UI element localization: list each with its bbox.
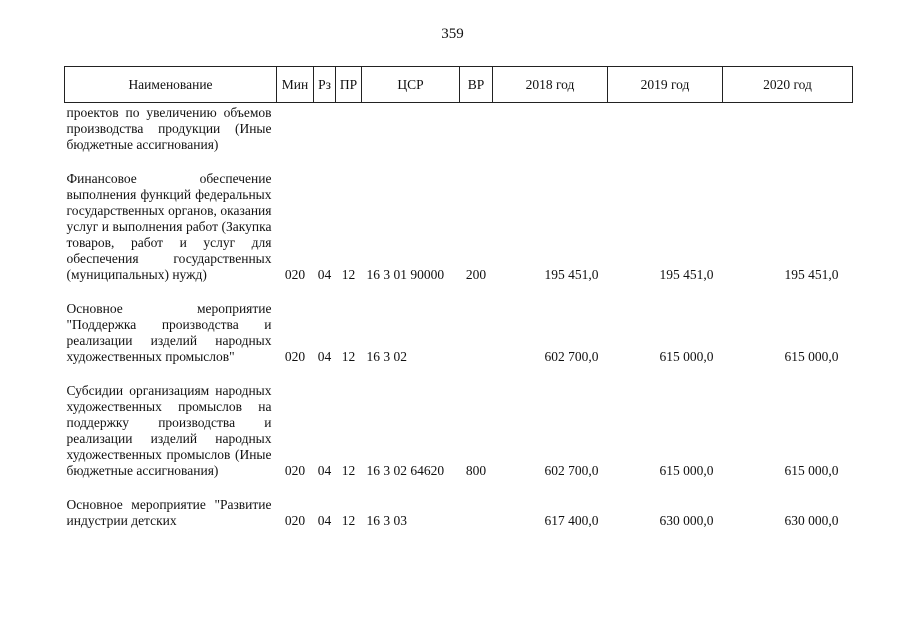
row-csr: 16 3 01 90000 [366, 267, 445, 282]
row-name: Основное мероприятие "Развитие индустрии детских [66, 497, 272, 528]
row-name: Основное мероприятие "Поддержка производства и реализации изделий народных художественных промыслов" [66, 301, 272, 364]
row-2018 [493, 103, 608, 154]
table-row [65, 497, 853, 529]
row-csr [362, 103, 460, 154]
row-min [277, 103, 314, 154]
row-rz: 04 [317, 267, 332, 282]
header-2019: 2019 год [608, 67, 723, 103]
row-2019: 630 000,0 [659, 513, 714, 528]
row-2020: 615 000,0 [784, 463, 839, 478]
row-min: 020 [284, 463, 306, 478]
budget-table [64, 66, 853, 529]
row-pr: 12 [341, 463, 356, 478]
header-2020: 2020 год [723, 67, 853, 103]
page-number: 359 [441, 26, 464, 42]
row-2018: 195 451,0 [544, 267, 599, 282]
table-header [65, 67, 853, 103]
header-pr: ПР [336, 67, 362, 103]
row-csr: 16 3 02 64620 [366, 463, 445, 478]
header-2018: 2018 год [493, 67, 608, 103]
row-2020: 615 000,0 [784, 349, 839, 364]
row-2020 [723, 103, 853, 154]
header-vr: ВР [460, 67, 493, 103]
row-pr: 12 [341, 349, 356, 364]
row-2020: 195 451,0 [784, 267, 839, 282]
row-2018: 602 700,0 [544, 463, 599, 478]
row-vr [460, 301, 493, 365]
row-rz: 04 [317, 349, 332, 364]
row-2020: 630 000,0 [784, 513, 839, 528]
row-vr: 800 [465, 463, 487, 478]
table-row [65, 383, 853, 479]
row-pr [336, 103, 362, 154]
row-csr: 16 3 02 [366, 349, 407, 364]
row-2019 [608, 103, 723, 154]
row-name: Финансовое обеспечение выполнения функций федеральных государственных органов, оказания услуг и выполнения работ (Закупка товаров, работ и услуг для обеспечения государственных (муниципальных) нужд) [66, 171, 272, 282]
table-row [65, 171, 853, 283]
row-vr: 200 [465, 267, 487, 282]
header-min: Мин [277, 67, 314, 103]
row-pr: 12 [341, 267, 356, 282]
row-pr: 12 [341, 513, 356, 528]
table-row [65, 301, 853, 365]
header-rz: Рз [314, 67, 336, 103]
row-2019: 615 000,0 [659, 349, 714, 364]
row-rz [314, 103, 336, 154]
row-2018: 617 400,0 [544, 513, 599, 528]
row-min: 020 [284, 349, 306, 364]
row-name: проектов по увеличению объемов производства продукции (Иные бюджетные ассигнования) [66, 105, 272, 152]
row-name: Субсидии организациям народных художественных промыслов на поддержку производства и реализации изделий народных художественных промыслов (Иные бюджетные ассигнования) [66, 383, 272, 478]
row-vr [460, 103, 493, 154]
row-min: 020 [284, 267, 306, 282]
row-csr: 16 3 03 [366, 513, 407, 528]
header-name: Наименование [65, 67, 277, 103]
row-min: 020 [284, 513, 306, 528]
row-2019: 615 000,0 [659, 463, 714, 478]
row-2018: 602 700,0 [544, 349, 599, 364]
row-2019: 195 451,0 [659, 267, 714, 282]
header-csr: ЦСР [362, 67, 460, 103]
row-rz: 04 [317, 513, 332, 528]
table-row [65, 103, 853, 154]
row-vr [460, 497, 493, 529]
row-rz: 04 [317, 463, 332, 478]
